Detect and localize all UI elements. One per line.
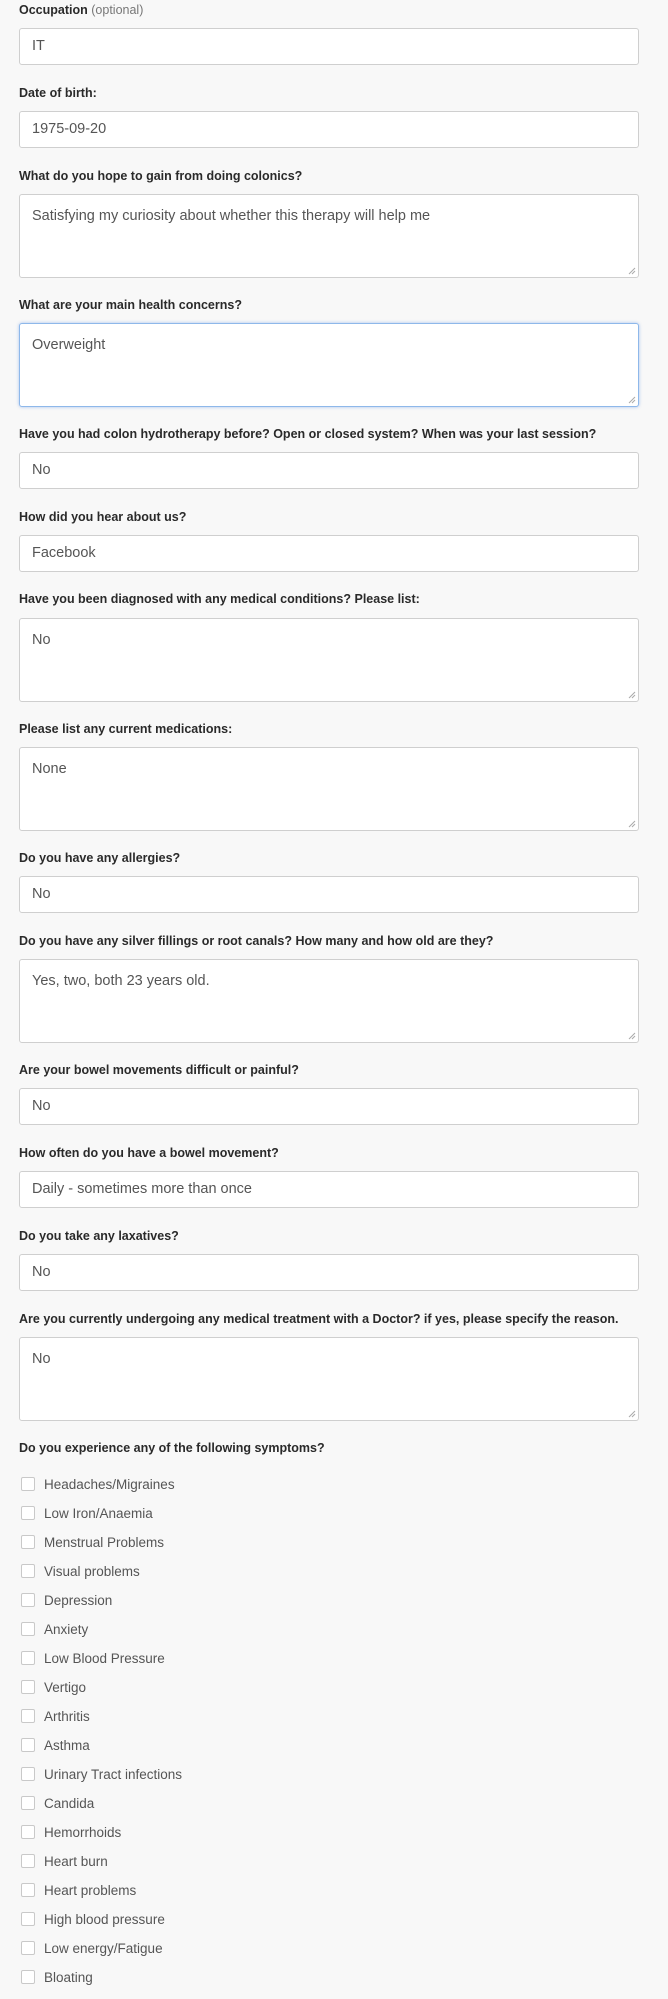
occupation-input[interactable]: IT: [19, 28, 639, 65]
bowel-frequency-input[interactable]: Daily - sometimes more than once: [19, 1171, 639, 1208]
occupation-label: Occupation (optional): [19, 3, 144, 17]
resize-grip-icon[interactable]: [628, 1032, 636, 1040]
referral-source-label: How did you hear about us?: [19, 510, 187, 524]
prior-hydrotherapy-input[interactable]: No: [19, 452, 639, 489]
symptom-option[interactable]: Arthritis: [21, 1706, 90, 1726]
symptom-option[interactable]: Candida: [21, 1793, 94, 1813]
symptom-option[interactable]: Depression: [21, 1590, 112, 1610]
checkbox[interactable]: [21, 1535, 35, 1549]
health-concerns-textarea[interactable]: Overweight: [19, 323, 639, 407]
hope-to-gain-label: What do you hope to gain from doing colonics?: [19, 169, 303, 183]
resize-grip-icon[interactable]: [628, 1410, 636, 1418]
medical-treatment-label: Are you currently undergoing any medical treatment with a Doctor? if yes, please specify the reason.: [19, 1312, 619, 1326]
checkbox[interactable]: [21, 1651, 35, 1665]
symptom-option[interactable]: Heart burn: [21, 1851, 108, 1871]
bowel-difficulty-input[interactable]: No: [19, 1088, 639, 1125]
symptoms-label: Do you experience any of the following symptoms?: [19, 1441, 325, 1455]
bowel-frequency-label: How often do you have a bowel movement?: [19, 1146, 279, 1160]
checkbox[interactable]: [21, 1680, 35, 1694]
resize-grip-icon[interactable]: [628, 820, 636, 828]
resize-grip-icon[interactable]: [628, 396, 636, 404]
symptom-option[interactable]: Vertigo: [21, 1677, 86, 1697]
symptom-option[interactable]: Hemorrhoids: [21, 1822, 121, 1842]
resize-grip-icon[interactable]: [628, 267, 636, 275]
symptom-option[interactable]: Low energy/Fatigue: [21, 1938, 163, 1958]
resize-grip-icon[interactable]: [628, 691, 636, 699]
symptom-option[interactable]: Visual problems: [21, 1561, 140, 1581]
date-of-birth-label: Date of birth:: [19, 86, 97, 100]
medical-conditions-label: Have you been diagnosed with any medical conditions? Please list:: [19, 592, 420, 606]
laxatives-input[interactable]: No: [19, 1254, 639, 1291]
checkbox[interactable]: [21, 1912, 35, 1926]
date-of-birth-input[interactable]: 1975-09-20: [19, 111, 639, 148]
checkbox[interactable]: [21, 1622, 35, 1636]
checkbox[interactable]: [21, 1941, 35, 1955]
checkbox[interactable]: [21, 1477, 35, 1491]
medications-textarea[interactable]: None: [19, 747, 639, 831]
symptom-option[interactable]: High blood pressure: [21, 1909, 165, 1929]
checkbox[interactable]: [21, 1506, 35, 1520]
checkbox[interactable]: [21, 1883, 35, 1897]
symptom-option[interactable]: Menstrual Problems: [21, 1532, 164, 1552]
allergies-input[interactable]: No: [19, 876, 639, 913]
checkbox[interactable]: [21, 1593, 35, 1607]
checkbox[interactable]: [21, 1709, 35, 1723]
medications-label: Please list any current medications:: [19, 722, 233, 736]
checkbox[interactable]: [21, 1825, 35, 1839]
checkbox[interactable]: [21, 1796, 35, 1810]
prior-hydrotherapy-label: Have you had colon hydrotherapy before? Open or closed system? When was your last session?: [19, 427, 597, 441]
medical-treatment-textarea[interactable]: No: [19, 1337, 639, 1421]
allergies-label: Do you have any allergies?: [19, 851, 181, 865]
symptom-option[interactable]: Anxiety: [21, 1619, 88, 1639]
symptom-option[interactable]: Asthma: [21, 1735, 90, 1755]
checkbox[interactable]: [21, 1970, 35, 1984]
referral-source-input[interactable]: Facebook: [19, 535, 639, 572]
checkbox[interactable]: [21, 1767, 35, 1781]
bowel-difficulty-label: Are your bowel movements difficult or painful?: [19, 1063, 299, 1077]
checkbox[interactable]: [21, 1854, 35, 1868]
symptom-option[interactable]: Urinary Tract infections: [21, 1764, 182, 1784]
symptom-option[interactable]: Heart problems: [21, 1880, 136, 1900]
health-concerns-label: What are your main health concerns?: [19, 298, 242, 312]
fillings-textarea[interactable]: Yes, two, both 23 years old.: [19, 959, 639, 1043]
checkbox[interactable]: [21, 1564, 35, 1578]
medical-conditions-textarea[interactable]: No: [19, 618, 639, 702]
checkbox[interactable]: [21, 1738, 35, 1752]
symptom-option[interactable]: Low Iron/Anaemia: [21, 1503, 153, 1523]
hope-to-gain-textarea[interactable]: Satisfying my curiosity about whether this therapy will help me: [19, 194, 639, 278]
symptom-option[interactable]: Headaches/Migraines: [21, 1474, 175, 1494]
fillings-label: Do you have any silver fillings or root canals? How many and how old are they?: [19, 934, 494, 948]
optional-note: (optional): [91, 3, 144, 17]
laxatives-label: Do you take any laxatives?: [19, 1229, 179, 1243]
symptom-option[interactable]: Low Blood Pressure: [21, 1648, 165, 1668]
symptom-option[interactable]: Bloating: [21, 1967, 93, 1987]
